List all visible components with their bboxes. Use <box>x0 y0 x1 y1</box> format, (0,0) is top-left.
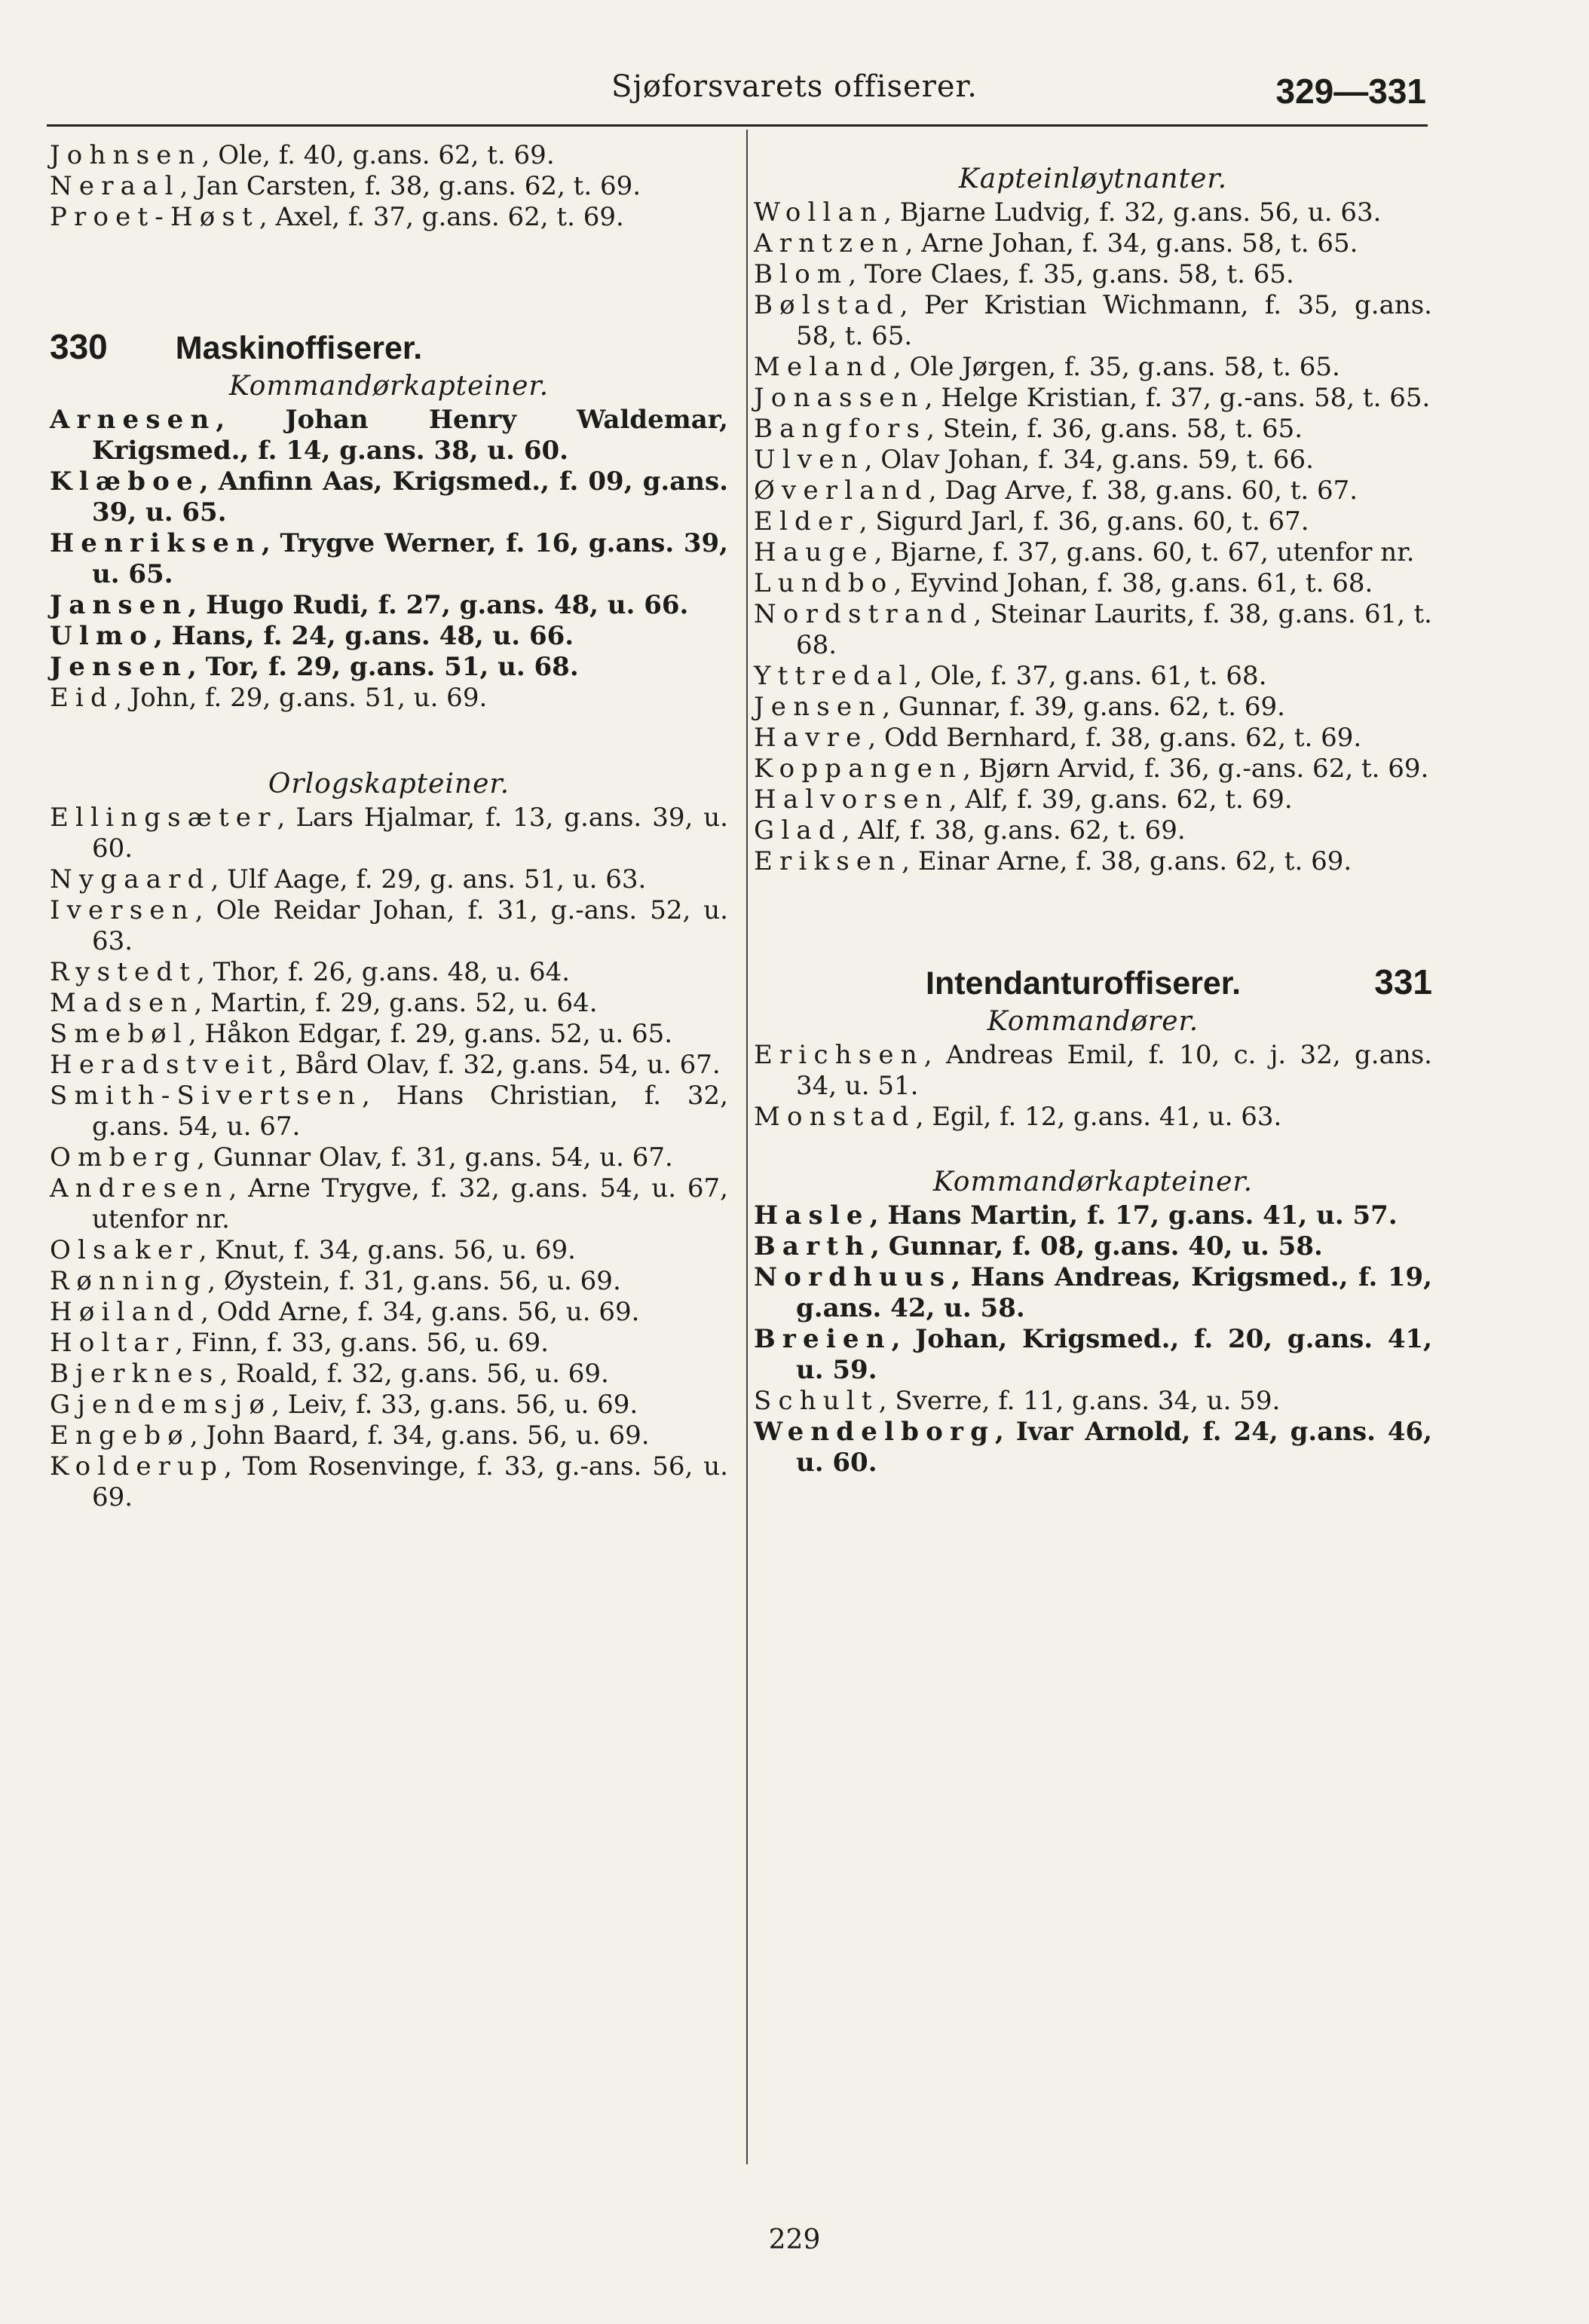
entry-details: , Gunnar Olav, f. 31, g.ans. 54, u. 67. <box>197 1142 673 1173</box>
entry-surname: Bangfors <box>754 414 927 444</box>
list-item <box>50 1142 728 1173</box>
list-item <box>50 1390 728 1420</box>
list-item <box>754 506 1432 537</box>
entry-surname: Arnesen <box>50 405 216 435</box>
list-item <box>754 537 1432 568</box>
entry-surname: Halvorsen <box>754 784 949 815</box>
entry-details: , Gunnar, f. 08, g.ans. 40, u. 58. <box>871 1231 1323 1261</box>
entry-details: , John, f. 29, g.ans. 51, u. 69. <box>114 683 488 713</box>
entry-surname: Olsaker <box>50 1235 199 1265</box>
entry-surname: Schult <box>754 1386 879 1416</box>
entry-details: , Håkon Edgar, f. 29, g.ans. 52, u. 65. <box>188 1019 673 1049</box>
section-331-heading <box>754 962 1432 1004</box>
list-item <box>754 445 1432 476</box>
list-item <box>50 1420 728 1451</box>
group-heading: Kommandørkapteiner. <box>932 1167 1254 1197</box>
entry-surname: Smebøl <box>50 1019 188 1049</box>
entry-surname: Kolderup <box>50 1451 225 1482</box>
entry-surname: Meland <box>754 352 893 382</box>
entry-surname: Eid <box>50 683 114 713</box>
entry-surname: Bjerknes <box>50 1359 220 1389</box>
right-column <box>754 0 1432 1478</box>
entry-details: , Alf, f. 39, g.ans. 62, t. 69. <box>948 784 1293 815</box>
entry-details: , Dag Arve, f. 38, g.ans. 60, t. 67. <box>928 476 1358 506</box>
entry-details: , Trygve Werner, f. 16, g.ans. 39, u. 65. <box>92 528 728 589</box>
list-item <box>754 476 1432 506</box>
list-item <box>754 352 1432 383</box>
entry-details: , Eyvind Johan, f. 38, g.ans. 61, t. 68. <box>893 568 1373 598</box>
entry-details: , Johan, Krigsmed., f. 20, g.ans. 41, u. 59. <box>796 1324 1432 1385</box>
entry-surname: Blom <box>754 259 849 289</box>
entry-details: , Hans Martin, f. 17, g.ans. 41, u. 57. <box>869 1200 1398 1231</box>
list-item <box>754 692 1432 723</box>
entry-details: , Bjarne Ludvig, f. 32, g.ans. 56, u. 63. <box>883 197 1382 228</box>
list-item <box>754 290 1432 352</box>
list-item <box>754 846 1432 877</box>
entry-details: , Martin, f. 29, g.ans. 52, u. 64. <box>194 988 598 1018</box>
list-item <box>754 815 1432 846</box>
section-title: Intendanturoffiserer. <box>926 965 1242 1001</box>
page-range: 329—331 <box>1275 72 1426 111</box>
entry-surname: Jensen <box>50 652 188 682</box>
entry-details: , Ole Reidar Johan, f. 31, g.-ans. 52, u. 63. <box>92 895 728 956</box>
list-item <box>754 1324 1432 1386</box>
entry-surname: Wollan <box>754 197 884 228</box>
list-item <box>754 1417 1432 1478</box>
list-item <box>50 652 728 683</box>
entry-details: , Jan Carsten, f. 38, g.ans. 62, t. 69. <box>179 171 641 201</box>
entry-details: , Hans, f. 24, g.ans. 48, u. 66. <box>153 621 574 651</box>
entry-surname: Proet-Høst <box>50 202 259 232</box>
list-item <box>754 197 1432 228</box>
column-divider <box>746 130 748 2164</box>
list-item <box>50 171 728 202</box>
group-heading: Orlogskapteiner. <box>268 769 510 800</box>
list-item <box>754 754 1432 784</box>
entry-surname: Smith-Sivertsen <box>50 1081 363 1111</box>
entry-details: , Per Kristian Wichmann, f. 35, g.ans. 58, t. 65. <box>796 290 1432 351</box>
entry-surname: Omberg <box>50 1142 197 1173</box>
entry-details: , Egil, f. 12, g.ans. 41, u. 63. <box>915 1102 1282 1132</box>
entry-surname: Holtar <box>50 1328 176 1358</box>
entry-surname: Øverland <box>754 476 929 506</box>
entry-surname: Madsen <box>50 988 194 1018</box>
entry-surname: Engebø <box>50 1420 190 1451</box>
entry-surname: Barth <box>754 1231 871 1261</box>
entry-surname: Glad <box>754 815 842 846</box>
entry-surname: Eriksen <box>754 846 902 876</box>
list-item <box>50 140 728 171</box>
entry-surname: Erichsen <box>754 1040 924 1070</box>
list-item <box>50 528 728 590</box>
section-number: 331 <box>1374 962 1432 1001</box>
list-item <box>754 1386 1432 1417</box>
entry-surname: Nygaard <box>50 864 211 894</box>
entry-surname: Monstad <box>754 1102 916 1132</box>
list-item <box>754 1102 1432 1133</box>
entry-details: , Stein, f. 36, g.ans. 58, t. 65. <box>926 414 1303 444</box>
entry-surname: Wendelborg <box>754 1417 996 1447</box>
continuation-list <box>50 140 728 233</box>
list-item <box>754 1200 1432 1231</box>
entry-details: , John Baard, f. 34, g.ans. 56, u. 69. <box>189 1420 650 1451</box>
entry-details: , Tom Rosenvinge, f. 33, g.-ans. 56, u. 69. <box>92 1451 728 1512</box>
entry-surname: Havre <box>754 723 868 753</box>
list-item <box>50 1266 728 1297</box>
entry-surname: Bølstad <box>754 290 900 320</box>
group-heading: Kapteinløytnanter. <box>958 164 1228 194</box>
entry-surname: Iversen <box>50 895 195 925</box>
entry-surname: Neraal <box>50 171 180 201</box>
entry-surname: Johnsen <box>50 140 202 170</box>
list-item <box>754 661 1432 692</box>
entry-surname: Breien <box>754 1324 892 1354</box>
entry-details: , Sigurd Jarl, f. 36, g.ans. 60, t. 67. <box>859 506 1309 537</box>
entry-details: , Odd Arne, f. 34, g.ans. 56, u. 69. <box>201 1297 640 1327</box>
entry-details: , Anfinn Aas, Krigsmed., f. 09, g.ans. 39, u. 65. <box>92 466 728 527</box>
list-item <box>754 414 1432 445</box>
entry-surname: Rønning <box>50 1266 208 1296</box>
entry-surname: Rystedt <box>50 957 197 987</box>
entry-details: , Ole, f. 40, g.ans. 62, t. 69. <box>201 140 555 170</box>
entry-details: , Roald, f. 32, g.ans. 56, u. 69. <box>219 1359 609 1389</box>
entry-details: , Lars Hjalmar, f. 13, g.ans. 39, u. 60. <box>92 803 728 864</box>
entry-details: , Alf, f. 38, g.ans. 62, t. 69. <box>841 815 1186 846</box>
entry-details: , Bjørn Arvid, f. 36, g.-ans. 62, t. 69. <box>963 754 1429 784</box>
entry-surname: Ulmo <box>50 621 154 651</box>
entry-surname: Jonassen <box>754 383 925 413</box>
list-item <box>754 599 1432 661</box>
entry-details: , Thor, f. 26, g.ans. 48, u. 64. <box>197 957 571 987</box>
list-item <box>50 1050 728 1081</box>
group-heading: Kommandørkapteiner. <box>228 371 550 402</box>
list-item <box>50 621 728 652</box>
entry-details: , Ole Jørgen, f. 35, g.ans. 58, t. 65. <box>892 352 1340 382</box>
entry-surname: Elder <box>754 506 859 537</box>
section-title: Maskinoffiserer. <box>175 330 423 366</box>
entry-surname: Klæboe <box>50 466 200 497</box>
entry-details: , Andreas Emil, f. 10, c. j. 32, g.ans. 34, u. 51. <box>796 1040 1432 1101</box>
entry-details: , Bård Olav, f. 32, g.ans. 54, u. 67. <box>279 1050 721 1080</box>
entry-surname: Nordstrand <box>754 599 974 629</box>
list-item <box>50 1359 728 1390</box>
list-item <box>754 784 1432 815</box>
entry-surname: Andresen <box>50 1173 229 1203</box>
list-item <box>754 1262 1432 1324</box>
entry-details: , Leiv, f. 33, g.ans. 56, u. 69. <box>271 1390 638 1420</box>
entry-surname: Nordhuus <box>754 1262 952 1292</box>
entry-surname: Jansen <box>50 590 188 620</box>
list-item <box>754 383 1432 414</box>
entry-details: , Hans Andreas, Krigsmed., f. 19, g.ans. 42, u. 58. <box>796 1262 1432 1323</box>
entry-surname: Jensen <box>754 692 883 722</box>
entry-details: , Ulf Aage, f. 29, g. ans. 51, u. 63. <box>210 864 647 894</box>
entry-surname: Ulven <box>754 445 865 475</box>
section-number: 330 <box>50 327 108 366</box>
entry-details: , Helge Kristian, f. 37, g.-ans. 58, t. 65. <box>924 383 1431 413</box>
entry-details: , Gunnar, f. 39, g.ans. 62, t. 69. <box>882 692 1285 722</box>
entry-surname: Lundbo <box>754 568 894 598</box>
list-item <box>50 957 728 988</box>
entry-details: , Tore Claes, f. 35, g.ans. 58, t. 65. <box>848 259 1294 289</box>
list-item <box>754 1040 1432 1102</box>
list-item <box>50 1451 728 1513</box>
entry-details: , Odd Bernhard, f. 38, g.ans. 62, t. 69. <box>868 723 1362 753</box>
list-item <box>50 683 728 714</box>
entry-surname: Høiland <box>50 1297 201 1327</box>
entry-details: , Knut, f. 34, g.ans. 56, u. 69. <box>198 1235 576 1265</box>
entry-details: , Arne Johan, f. 34, g.ans. 58, t. 65. <box>905 228 1358 258</box>
list-item <box>50 590 728 621</box>
entry-surname: Hasle <box>754 1200 870 1231</box>
entry-surname: Arntzen <box>754 228 905 258</box>
list-item <box>50 1019 728 1050</box>
list-item <box>50 988 728 1019</box>
list-item <box>754 568 1432 599</box>
entry-details: , Olav Johan, f. 34, g.ans. 59, t. 66. <box>864 445 1314 475</box>
list-item <box>50 1081 728 1142</box>
entry-details: , Bjarne, f. 37, g.ans. 60, t. 67, utenfor nr. <box>874 537 1415 567</box>
entry-details: , Ivar Arnold, f. 24, g.ans. 46, u. 60. <box>796 1417 1432 1478</box>
entry-details: , Hans Christian, f. 32, g.ans. 54, u. 67. <box>92 1081 728 1142</box>
entry-details: , Finn, f. 33, g.ans. 56, u. 69. <box>175 1328 549 1358</box>
group-heading: Kommandører. <box>987 1006 1199 1037</box>
entry-surname: Gjendemsjø <box>50 1390 272 1420</box>
running-title: Sjøforsvarets offiserer. <box>611 69 978 104</box>
list-item <box>754 228 1432 259</box>
entry-surname: Yttredal <box>754 661 914 691</box>
list-item <box>50 864 728 895</box>
list-item <box>50 1328 728 1359</box>
entry-list <box>754 1040 1432 1133</box>
left-column <box>50 0 728 1513</box>
entry-list <box>754 197 1432 877</box>
entry-list <box>50 803 728 1513</box>
list-item <box>50 803 728 864</box>
list-item <box>50 202 728 233</box>
list-item <box>50 466 728 528</box>
list-item <box>754 1231 1432 1262</box>
entry-list <box>754 1200 1432 1478</box>
list-item <box>50 1235 728 1266</box>
list-item <box>50 1297 728 1328</box>
list-item <box>50 895 728 957</box>
entry-details: , Tor, f. 29, g.ans. 51, u. 68. <box>188 652 579 682</box>
entry-surname: Ellingsæter <box>50 803 277 833</box>
entry-details: , Øystein, f. 31, g.ans. 56, u. 69. <box>207 1266 621 1296</box>
entry-surname: Hauge <box>754 537 874 567</box>
section-330-heading <box>50 326 728 368</box>
entry-details: , Einar Arne, f. 38, g.ans. 62, t. 69. <box>902 846 1352 876</box>
entry-surname: Heradstveit <box>50 1050 280 1080</box>
entry-details: , Johan Henry Waldemar, Krigsmed., f. 14, g.ans. 38, u. 60. <box>92 405 728 466</box>
entry-surname: Koppangen <box>754 754 963 784</box>
entry-list <box>50 405 728 714</box>
entry-details: , Ole, f. 37, g.ans. 61, t. 68. <box>914 661 1267 691</box>
entry-details: , Steinar Laurits, f. 38, g.ans. 61, t. 68. <box>796 599 1432 660</box>
list-item <box>50 405 728 466</box>
entry-details: , Sverre, f. 11, g.ans. 34, u. 59. <box>878 1386 1281 1416</box>
list-item <box>754 259 1432 290</box>
entry-details: , Hugo Rudi, f. 27, g.ans. 48, u. 66. <box>188 590 689 620</box>
entry-surname: Henriksen <box>50 528 262 558</box>
list-item <box>50 1173 728 1235</box>
entry-details: , Arne Trygve, f. 32, g.ans. 54, u. 67, utenfor nr. <box>92 1173 728 1234</box>
page-number: 229 <box>768 2225 821 2255</box>
entry-details: , Axel, f. 37, g.ans. 62, t. 69. <box>259 202 624 232</box>
list-item <box>754 723 1432 754</box>
